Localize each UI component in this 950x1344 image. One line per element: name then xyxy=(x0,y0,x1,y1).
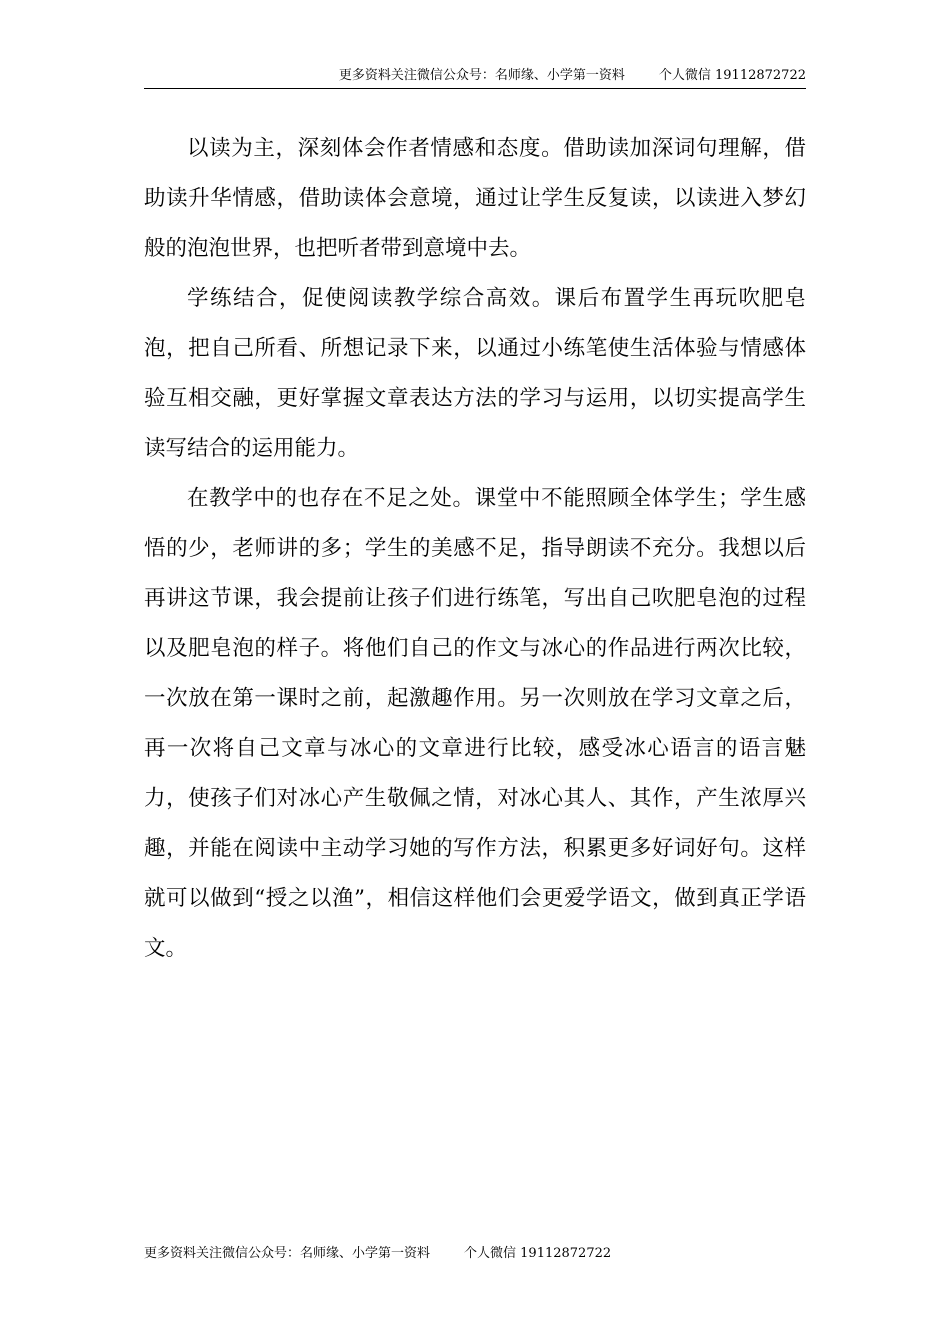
document-body xyxy=(144,124,806,974)
header-contact: 个人微信 19112872722 xyxy=(658,68,806,83)
paragraph: 以读为主，深刻体会作者情感和态度。借助读加深词句理解，借助读升华情感，借助读体会意境，通过让学生反复读，以读进入梦幻般的泡泡世界，也把听者带到意境中去。 xyxy=(144,136,806,261)
paragraph: 在教学中的也存在不足之处。课堂中不能照顾全体学生；学生感悟的少，老师讲的多；学生的美感不足，指导朗读不充分。我想以后再讲这节课，我会提前让孩子们进行练笔，写出自己吹肥皂泡的过程以及肥皂泡的样子。将他们自己的作文与冰心的作品进行两次比较，一次放在第一课时之前，起激趣作用。另一次则放在学习文章之后，再一次将自己文章与冰心的文章进行比较，感受冰心语言的语言魅力，使孩子们对冰心产生敬佩之情，对冰心其人、其作，产生浓厚兴趣，并能在阅读中主动学习她的写作方法，积累更多好词好句。这样就可以做到“授之以渔”，相信这样他们会更爱学语文，做到真正学语文。 xyxy=(144,486,806,961)
footer-contact: 个人微信 19112872722 xyxy=(464,1246,612,1261)
page-footer xyxy=(144,1244,611,1266)
paragraph: 学练结合，促使阅读教学综合高效。课后布置学生再玩吹肥皂泡，把自己所看、所想记录下来，以通过小练笔使生活体验与情感体验互相交融，更好掌握文章表达方法的学习与运用，以切实提高学生读写结合的运用能力。 xyxy=(144,286,806,461)
page-header xyxy=(144,66,806,88)
header-text: 更多资料关注微信公众号：名师缘、小学第一资料 xyxy=(338,68,625,83)
header-rule xyxy=(144,88,806,89)
footer-text: 更多资料关注微信公众号：名师缘、小学第一资料 xyxy=(144,1246,431,1261)
